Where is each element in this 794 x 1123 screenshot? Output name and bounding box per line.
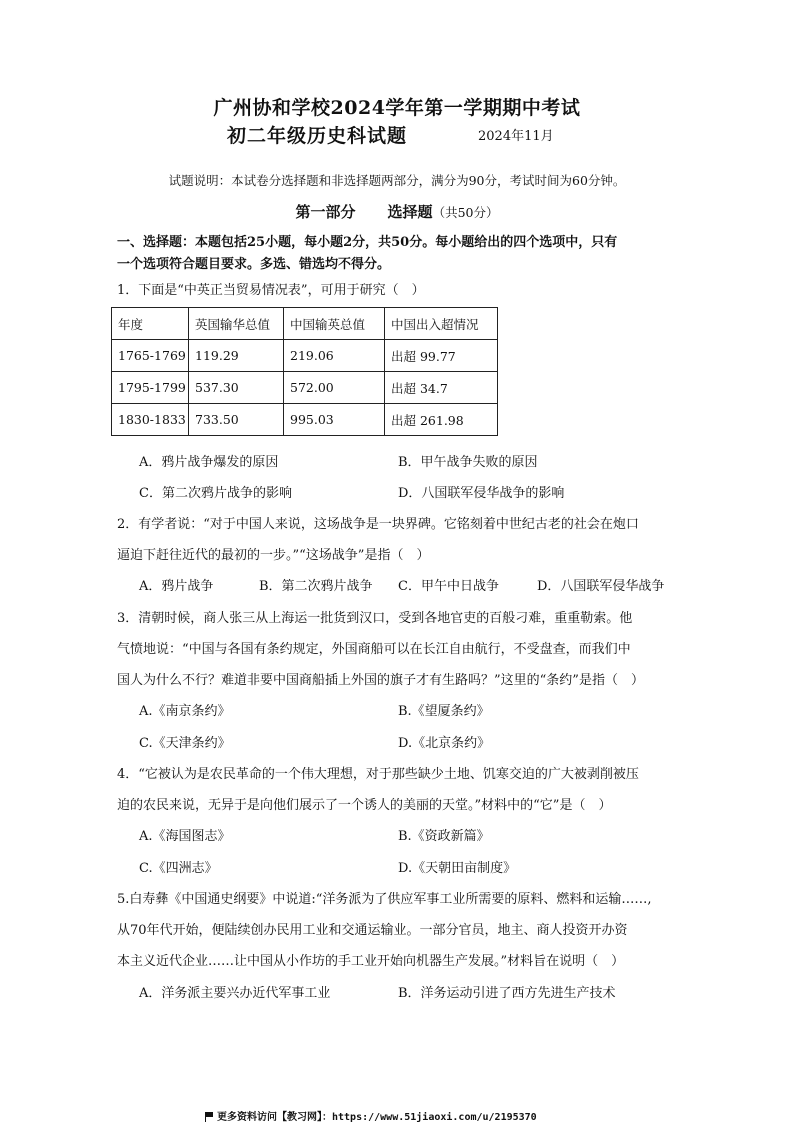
q2-option-c: C．甲午中日战争: [398, 579, 499, 594]
trade-table: [111, 307, 498, 436]
section-intro: [117, 232, 687, 276]
section-score: （共50分）: [432, 205, 499, 220]
table-cell: 出超 261.98: [385, 404, 498, 436]
exam-instructions: 试题说明：本试卷分选择题和非选择题两部分，满分为90分，考试时间为60分钟。: [168, 173, 626, 188]
q5-option-a: A．洋务派主要兴办近代军事工业: [139, 986, 331, 1001]
q5-option-b: B．洋务运动引进了西方先进生产技术: [398, 986, 616, 1001]
table-header-cell: 中国输英总值: [284, 308, 385, 340]
q2-option-b: B．第二次鸦片战争: [259, 579, 373, 594]
table-row: [112, 372, 498, 404]
table-cell: 1765-1769: [112, 340, 189, 372]
table-cell: 出超 99.77: [385, 340, 498, 372]
q3-option-b: B.《望厦条约》: [398, 704, 490, 719]
q4-option-d: D.《天朝田亩制度》: [398, 861, 517, 876]
exam-subject: 初二年级历史科试题: [227, 125, 408, 147]
exam-date: 2024年11月: [478, 129, 554, 144]
q4-stem-line1: 4．“它被认为是农民革命的一个伟大理想，对于那些缺少土地、饥寒交迫的广大被剥削被压: [117, 767, 639, 782]
table-header-cell: 英国输华总值: [189, 308, 284, 340]
section-name: 第一部分: [295, 203, 356, 221]
footer-text: 更多资料访问【教习网】：https://www.51jiaoxi.com/u/2195370: [217, 1112, 537, 1123]
q3-stem-line1: 3．清朝时候，商人张三从上海运一批货到汉口，受到各地官吏的百般刁难，重重勒索。他: [117, 611, 633, 626]
q5-stem-line1: 5.白寿彝《中国通史纲要》中说道:“洋务派为了供应军事工业所需要的原料、燃料和运输……,: [117, 892, 652, 907]
section-type: 选择题: [387, 203, 433, 221]
q2-option-a: A．鸦片战争: [139, 579, 214, 594]
q5-stem-line2: 从70年代开始，便陆续创办民用工业和交通运输业。一部分官员，地主、商人投资开办资: [117, 923, 628, 938]
q4-option-c: C.《四洲志》: [139, 861, 218, 876]
q2-stem-line2: 逼迫下赶往近代的最初的一步。”“这场战争”是指（ ）: [117, 548, 430, 563]
q1-option-a: A．鸦片战争爆发的原因: [139, 455, 279, 470]
q2-option-d: D．八国联军侵华战争: [537, 579, 665, 594]
q1-option-d: D．八国联军侵华战争的影响: [398, 486, 565, 501]
q2-stem-line1: 2．有学者说：“对于中国人来说，这场战争是一块界碑。它铭刻着中世纪古老的社会在炮口: [117, 517, 639, 532]
q4-option-a: A.《海国图志》: [139, 829, 231, 844]
table-header-cell: 年度: [112, 308, 189, 340]
table-cell: 733.50: [189, 404, 284, 436]
q3-stem-line2: 气愤地说：“中国与各国有条约规定，外国商船可以在长江自由航行，不受盘查，而我们中: [117, 642, 631, 657]
table-cell: 1795-1799: [112, 372, 189, 404]
table-row: [112, 340, 498, 372]
q3-option-d: D.《北京条约》: [398, 736, 491, 751]
section-intro-line1: 一、选择题：本题包括25小题，每小题2分，共50分。每小题给出的四个选项中，只有: [117, 235, 618, 250]
q1-option-b: B．甲午战争失败的原因: [398, 455, 538, 470]
table-cell: 出超 34.7: [385, 372, 498, 404]
table-header-cell: 中国出入超情况: [385, 308, 498, 340]
footer-link[interactable]: [205, 1108, 537, 1123]
table-cell: 995.03: [284, 404, 385, 436]
q3-stem-line3: 国人为什么不行？难道非要中国商船插上外国的旗子才有生路吗？”这里的“条约”是指（ ）: [117, 673, 644, 688]
table-header-row: [112, 308, 498, 340]
table-cell: 219.06: [284, 340, 385, 372]
q1-option-c: C．第二次鸦片战争的影响: [139, 486, 292, 501]
exam-title-line2: [0, 122, 794, 150]
q5-stem-line3: 本主义近代企业……让中国从小作坊的手工业开始向机器生产发展。”材料旨在说明（ ）: [117, 954, 625, 969]
q4-stem-line2: 迫的农民来说，无异于是向他们展示了一个诱人的美丽的天堂。”材料中的“它”是（ ）: [117, 798, 612, 813]
q4-option-b: B.《资政新篇》: [398, 829, 490, 844]
table-cell: 572.00: [284, 372, 385, 404]
exam-title: [0, 94, 794, 150]
exam-title-line1: 广州协和学校2024学年第一学期期中考试: [213, 97, 581, 119]
table-cell: 537.30: [189, 372, 284, 404]
q3-option-c: C.《天津条约》: [139, 736, 231, 751]
section-intro-line2: 一个选项符合题目要求。多选、错选均不得分。: [117, 257, 391, 272]
section-header: [0, 201, 794, 222]
flag-icon: [205, 1112, 214, 1121]
q3-option-a: A.《南京条约》: [139, 704, 231, 719]
table-cell: 119.29: [189, 340, 284, 372]
table-cell: 1830-1833: [112, 404, 189, 436]
q1-stem: 1．下面是“中英正当贸易情况表”，可用于研究（ ）: [117, 283, 425, 298]
table-row: [112, 404, 498, 436]
